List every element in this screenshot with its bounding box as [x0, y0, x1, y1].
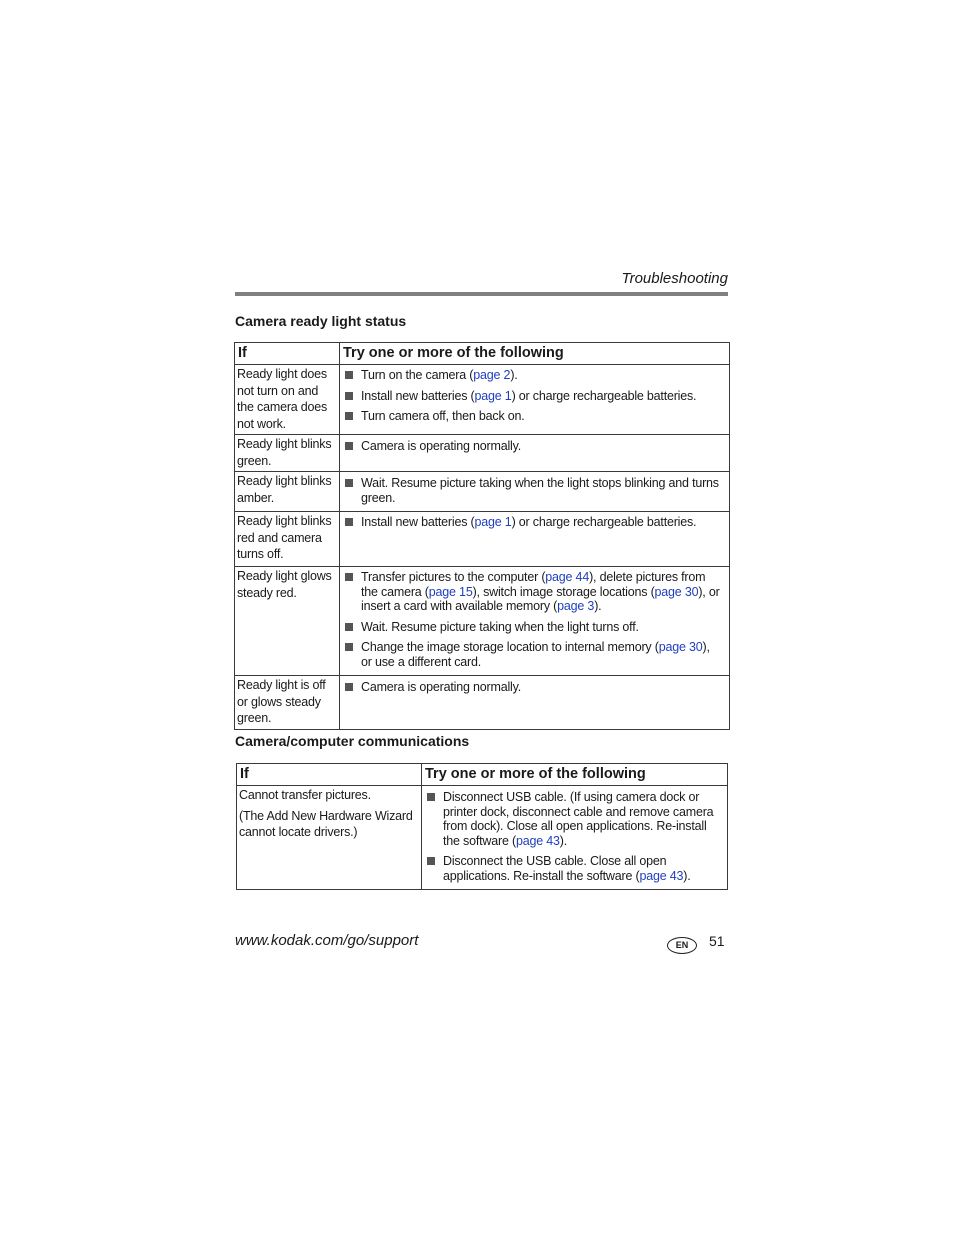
list-item: Disconnect the USB cable. Close all open applications. Re-install the software (page 43). — [425, 854, 721, 883]
support-url[interactable]: www.kodak.com/go/support — [235, 932, 419, 949]
page-link[interactable]: page 3 — [557, 599, 595, 613]
page-number: 51 — [709, 933, 725, 949]
list-item: Disconnect USB cable. (If using camera dock or printer dock, disconnect cable and remove camera from dock). Close all open applications. Re-install the software (page 43). — [425, 790, 721, 848]
remedy-cell — [340, 676, 730, 730]
page-link[interactable]: page 43 — [515, 833, 560, 848]
table-row — [235, 435, 730, 472]
remedy-cell — [340, 472, 730, 512]
bullet-square-icon — [345, 518, 353, 526]
table-row — [235, 365, 730, 435]
remedy-cell — [422, 786, 728, 890]
column-header-try: Try one or more of the following — [422, 764, 728, 786]
bullet-square-icon — [345, 392, 353, 400]
condition-cell — [237, 786, 422, 890]
condition-cell: Ready light glows steady red. — [235, 567, 340, 676]
condition-cell: Ready light blinks amber. — [235, 472, 340, 512]
bullet-square-icon — [345, 412, 353, 420]
page-link[interactable]: page 43 — [639, 868, 684, 883]
condition-note: (The Add New Hardware Wizard cannot locate drivers.) — [239, 808, 413, 839]
communications-table — [236, 763, 728, 890]
list-item: Install new batteries (page 1) or charge rechargeable batteries. — [343, 515, 723, 530]
page-link[interactable]: page 2 — [473, 368, 511, 382]
ready-light-table — [234, 342, 730, 730]
bullet-square-icon — [345, 479, 353, 487]
table-row — [235, 676, 730, 730]
list-item: Camera is operating normally. — [343, 680, 723, 695]
column-header-if: If — [237, 764, 422, 786]
list-item: Transfer pictures to the computer (page 44), delete pictures from the camera (page 15), switch image storage locations (page 30), or insert a card with available memory (page 3). — [343, 570, 723, 614]
table-row — [235, 567, 730, 676]
bullet-square-icon — [345, 573, 353, 581]
list-item: Change the image storage location to internal memory (page 30), or use a different card. — [343, 640, 723, 669]
section-title-ready-light: Camera ready light status — [235, 313, 407, 329]
list-item: Wait. Resume picture taking when the light turns off. — [343, 620, 723, 635]
table-row — [237, 786, 728, 890]
table-header-row — [235, 343, 730, 365]
bullet-square-icon — [345, 442, 353, 450]
bullet-square-icon — [427, 857, 435, 865]
list-item: Install new batteries (page 1) or charge rechargeable batteries. — [343, 389, 723, 404]
language-badge: EN — [667, 937, 697, 954]
remedy-cell — [340, 365, 730, 435]
condition-cell: Ready light does not turn on and the camera does not work. — [235, 365, 340, 435]
bullet-square-icon — [345, 643, 353, 651]
page-link[interactable]: page 1 — [474, 388, 512, 403]
bullet-square-icon — [345, 683, 353, 691]
running-header-title: Troubleshooting — [621, 270, 728, 287]
page-link[interactable]: page 15 — [428, 584, 473, 599]
column-header-if: If — [235, 343, 340, 365]
table-row — [235, 512, 730, 567]
page-link[interactable]: page 30 — [654, 584, 699, 599]
section-title-communications: Camera/computer communications — [235, 733, 470, 749]
condition-cell: Ready light is off or glows steady green. — [235, 676, 340, 730]
list-item: Wait. Resume picture taking when the light stops blinking and turns green. — [343, 476, 723, 505]
list-item: Turn camera off, then back on. — [343, 409, 723, 424]
page-link[interactable]: page 1 — [474, 515, 512, 529]
condition-text: Cannot transfer pictures. — [239, 788, 371, 802]
header-rule — [235, 292, 728, 296]
condition-cell: Ready light blinks green. — [235, 435, 340, 472]
condition-cell: Ready light blinks red and camera turns off. — [235, 512, 340, 567]
table-header-row — [237, 764, 728, 786]
bullet-square-icon — [345, 371, 353, 379]
bullet-square-icon — [345, 623, 353, 631]
list-item: Camera is operating normally. — [343, 439, 723, 454]
remedy-cell — [340, 435, 730, 472]
table-row — [235, 472, 730, 512]
page-link[interactable]: page 30 — [658, 640, 703, 654]
column-header-try: Try one or more of the following — [340, 343, 730, 365]
list-item: Turn on the camera (page 2). — [343, 368, 723, 383]
remedy-cell — [340, 512, 730, 567]
remedy-cell — [340, 567, 730, 676]
page-link[interactable]: page 44 — [545, 570, 590, 584]
bullet-square-icon — [427, 793, 435, 801]
